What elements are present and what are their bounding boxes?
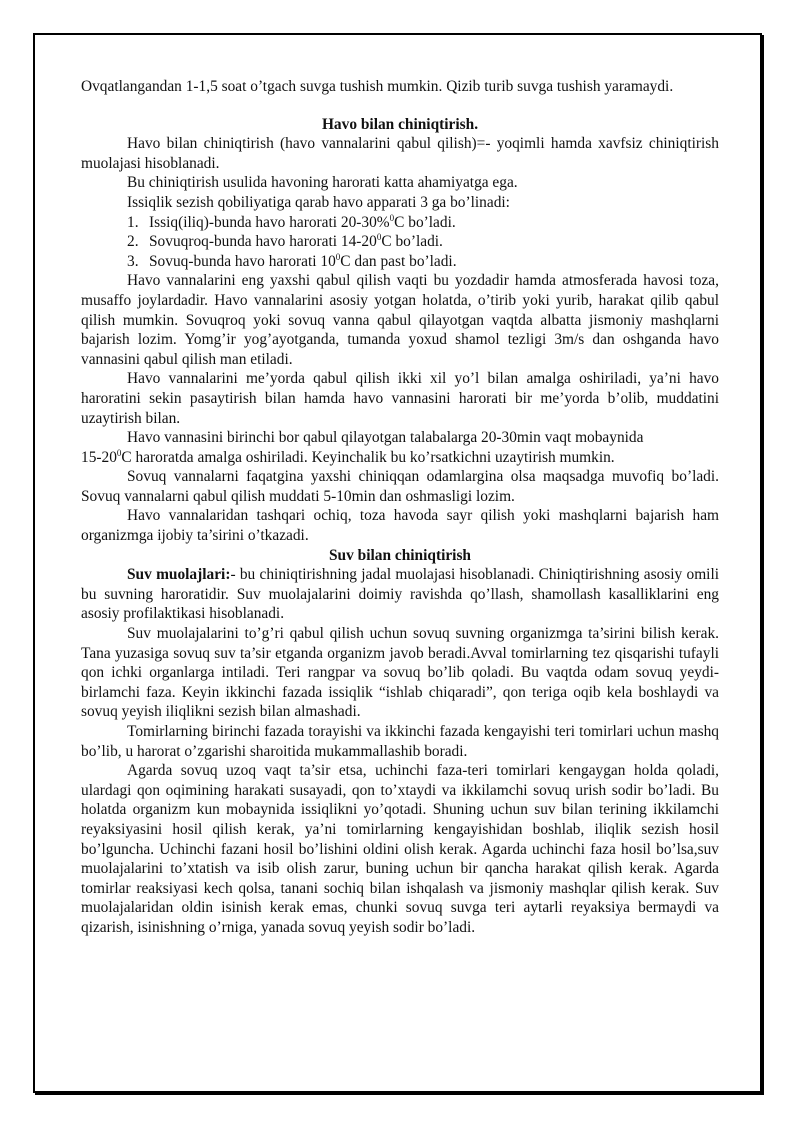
degree-superscript: 0: [116, 447, 122, 458]
list-text: C dan past bo’ladi.: [340, 252, 457, 270]
paragraph: [81, 565, 719, 624]
paragraph: Agarda sovuq uzoq vaqt ta’sir etsa, uchinchi faza-teri tomirlari kengaygan holda qoladi, ulardagi qon oqimining harakati susayadi, qon to’xtaydi va ikkilamchi sovuq urish sodir bo’ladi. Bu holatda organizm kun mobaynida issiqlikni yo’qotadi. Shuning uchun suv bilan terining ikkilamchi reyaksiyasini hosil qilish kerak, ya’ni tomirlarning kengayishidan boshlab, iliqlik sezish hosil bo’lguncha. Uchinchi fazani hosil bo’lishini oldini olish kerak. Agarda uchinchi faza hosil bo’lsa,suv muolajalarini to’xtatish va isib olish zarur, buning uchun bir qancha harakat qilish kerak. Agarda tomirlar reaksiyasi kech qolsa, tanani sochiq bilan ishqalash va jismoniy mashqlar qilish kerak. Suv muolajalaridan oldin isinish kerak emas, chunki sovuq suvga teri aytarli reyaksiya bermaydi va qizarish, isinishning o’rniga, yanada sovuq yeyish sodir bo’ladi.: [81, 762, 719, 936]
paragraph-temperature: [81, 428, 719, 467]
section-heading-air: Havo bilan chiniqtirish.: [321, 115, 479, 133]
paragraph-text: - bu chiniqtirishning jadal muolajasi hisoblanadi. Chiniqtirishning asosiy omili bu suvning haroratidir. Suv muolajalarini doimiy ravishda qo’llash, shamollash kasalliklarini eng asosiy profilaktikasi hisoblanadi.: [81, 566, 719, 623]
list-number: 2.: [127, 233, 139, 251]
text-line: Havo vannasini birinchi bor qabul qilayotgan talabalarga 20-30min vaqt mobaynida: [127, 429, 644, 447]
paragraph: Tomirlarning birinchi fazada torayishi va ikkinchi fazada kengayishi teri tomirlari uchun mashq bo’lib, u harorat o’zgarishi sharoitida mukammallashib boradi.: [81, 723, 719, 760]
paragraph: Havo vannalarini eng yaxshi qabul qilish vaqti bu yozdadir hamda atmosferada havosi toza, musaffo joylardadir. Havo vannalarini asosiy yotgan holatda, o’tirib yoki yurib, harakat qilib qabul qilish mumkin. Sovuqroq yoki sovuq vanna qabul qilayotgan vaqtda albatta jismoniy mashqlarni bajarish lozim. Yomg’ir yog’ayotganda, tumanda yoxud shamol tezligi 3m/s dan oshganda havo vannasini qabul qilish man etiladi.: [81, 272, 719, 368]
list-number: 1.: [127, 213, 139, 231]
paragraph: Sovuq vannalarni faqatgina yaxshi chiniqqan odamlargina olsa maqsadga muvofiq bo’ladi. Sovuq vannalarni qabul qilish muddati 5-10min dan oshmasligi lozim.: [81, 468, 719, 505]
paragraph: Suv muolajalarini to’g’ri qabul qilish uchun sovuq suvning organizmga ta’sirini bilish kerak. Tana yuzasiga sovuq suv ta’sir etganda organizm javob beradi.Avval tomirlarning tez qisqarishi tufayli qon ichki organlarga intiladi. Teri rangpar va sovuq bo’lib qoladi. Bu vaqtda odam sovuq yeydi-birlamchi faza. Keyin ikkinchi fazada issiqlik “ishlab chiqaradi”, qon teriga oqib kela boshlaydi va sovuq yeyish iliqlikni sezish bilan almashadi.: [81, 625, 719, 721]
paragraph: Bu chiniqtirish usulida havoning harorati katta ahamiyatga ega.: [127, 174, 518, 192]
list-item: [81, 232, 719, 252]
text-line: C haroratda amalga oshiriladi. Keyinchalik bu ko’rsatkichni uzaytirish mumkin.: [121, 448, 615, 466]
text-line: 15-20: [81, 448, 117, 466]
paragraph: Havo vannalarini me’yorda qabul qilish ikki xil yo’l bilan amalga oshiriladi, ya’ni havo haroratini sekin pasaytirish bilan hamda havo vannasini harorati bir me’yorda b’olib, muddatini uzaytirish bilan.: [81, 370, 719, 427]
numbered-list: [81, 213, 719, 272]
list-text: Sovuqroq-bunda havo harorati 14-20: [149, 233, 377, 251]
list-text: Sovuq-bunda havo harorati 10: [149, 252, 336, 270]
degree-superscript: 0: [335, 251, 341, 262]
degree-superscript: 0: [389, 212, 395, 223]
paragraph: Ovqatlangandan 1-1,5 soat o’tgach suvga tushish mumkin. Qizib turib suvga tushish yaramaydi.: [81, 78, 674, 95]
list-item: [81, 252, 719, 272]
list-text: Issiq(iliq)-bunda havo harorati 20-30%: [149, 213, 390, 231]
section-heading-water: Suv bilan chiniqtirish: [329, 546, 471, 564]
document-page: [81, 77, 719, 938]
list-text: C bo’ladi.: [394, 213, 456, 231]
paragraph: Havo bilan chiniqtirish (havo vannalarini qabul qilish)=- yoqimli hamda xavfsiz chiniqtirish muolajasi hisoblanadi.: [81, 135, 719, 172]
paragraph: Issiqlik sezish qobiliyatiga qarab havo apparati 3 ga bo’linadi:: [127, 193, 510, 211]
list-item: [81, 213, 719, 233]
degree-superscript: 0: [376, 232, 382, 243]
list-text: C bo’ladi.: [381, 233, 443, 251]
paragraph: Havo vannalaridan tashqari ochiq, toza havoda sayr qilish yoki mashqlarni bajarish ham organizmga ijobiy ta’sirini o’tkazadi.: [81, 507, 719, 545]
bold-term: Suv muolajlari:: [127, 566, 231, 584]
list-number: 3.: [127, 252, 139, 270]
